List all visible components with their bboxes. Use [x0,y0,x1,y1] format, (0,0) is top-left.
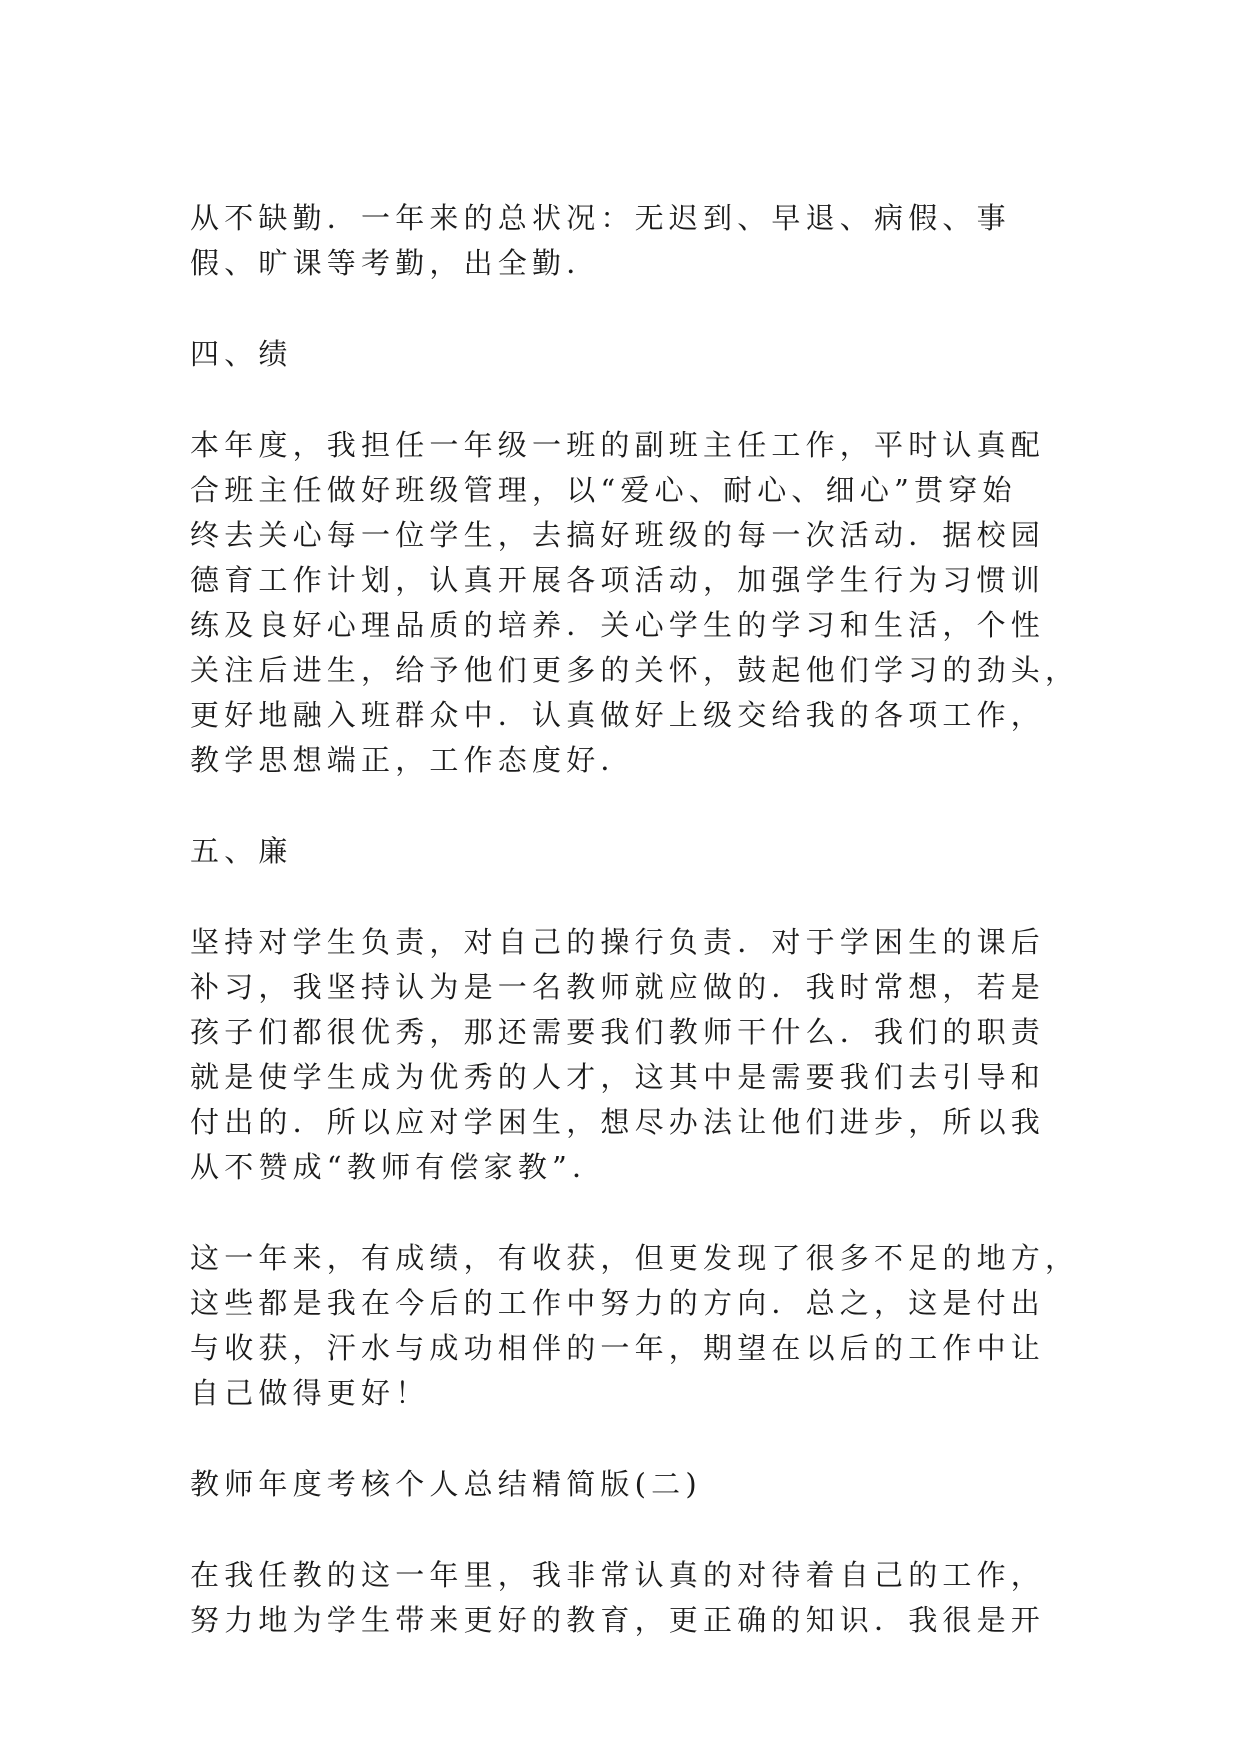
text-line: 假、旷课等考勤，出全勤． [190,246,601,280]
section-heading-4 [190,332,1070,377]
paragraph-attendance [190,196,1070,286]
paragraph-achievement [190,423,1080,783]
text-line: 在我任教的这一年里，我非常认真的对待着自己的工作， [190,1558,1046,1592]
section-title-2 [190,1462,1070,1507]
text-line: 本年度，我担任一年级一班的副班主任工作，平时认真配 [190,428,1046,462]
paragraph-integrity [190,920,1070,1190]
title-text: 教师年度考核个人总结精简版(二) [190,1467,702,1501]
text-line: 补习，我坚持认为是一名教师就应做的．我时常想，若是 [190,970,1046,1004]
document-body [190,196,1080,1643]
text-line: 德育工作计划，认真开展各项活动，加强学生行为习惯训 [190,563,1046,597]
text-line: 更好地融入班群众中．认真做好上级交给我的各项工作， [190,698,1046,732]
text-line: 自己做得更好！ [190,1376,430,1410]
paragraph-intro-2 [190,1553,1070,1643]
text-line: 这一年来，有成绩，有收获，但更发现了很多不足的地方， [190,1241,1080,1275]
section-heading-5 [190,829,1070,874]
text-line: 努力地为学生带来更好的教育，更正确的知识．我很是开 [190,1603,1046,1637]
paragraph-conclusion [190,1236,1080,1416]
text-line: 与收获，汗水与成功相伴的一年，期望在以后的工作中让 [190,1331,1046,1365]
heading-text: 四、绩 [190,337,293,371]
text-line: 这些都是我在今后的工作中努力的方向．总之，这是付出 [190,1286,1046,1320]
text-line: 付出的．所以应对学困生，想尽办法让他们进步，所以我 [190,1105,1046,1139]
text-line: 终去关心每一位学生，去搞好班级的每一次活动．据校园 [190,518,1046,552]
text-line: 关注后进生，给予他们更多的关怀，鼓起他们学习的劲头， [190,653,1080,687]
text-line: 从不赞成“教师有偿家教”． [190,1150,607,1184]
text-line: 合班主任做好班级管理，以“爱心、耐心、细心”贯穿始 [190,473,1017,507]
text-line: 坚持对学生负责，对自己的操行负责．对于学困生的课后 [190,925,1046,959]
text-line: 教学思想端正，工作态度好． [190,743,635,777]
text-line: 练及良好心理品质的培养．关心学生的学习和生活，个性 [190,608,1046,642]
heading-text: 五、廉 [190,834,293,868]
text-line: 从不缺勤．一年来的总状况：无迟到、早退、病假、事 [190,201,1011,235]
text-line: 孩子们都很优秀，那还需要我们教师干什么．我们的职责 [190,1015,1046,1049]
text-line: 就是使学生成为优秀的人才，这其中是需要我们去引导和 [190,1060,1046,1094]
